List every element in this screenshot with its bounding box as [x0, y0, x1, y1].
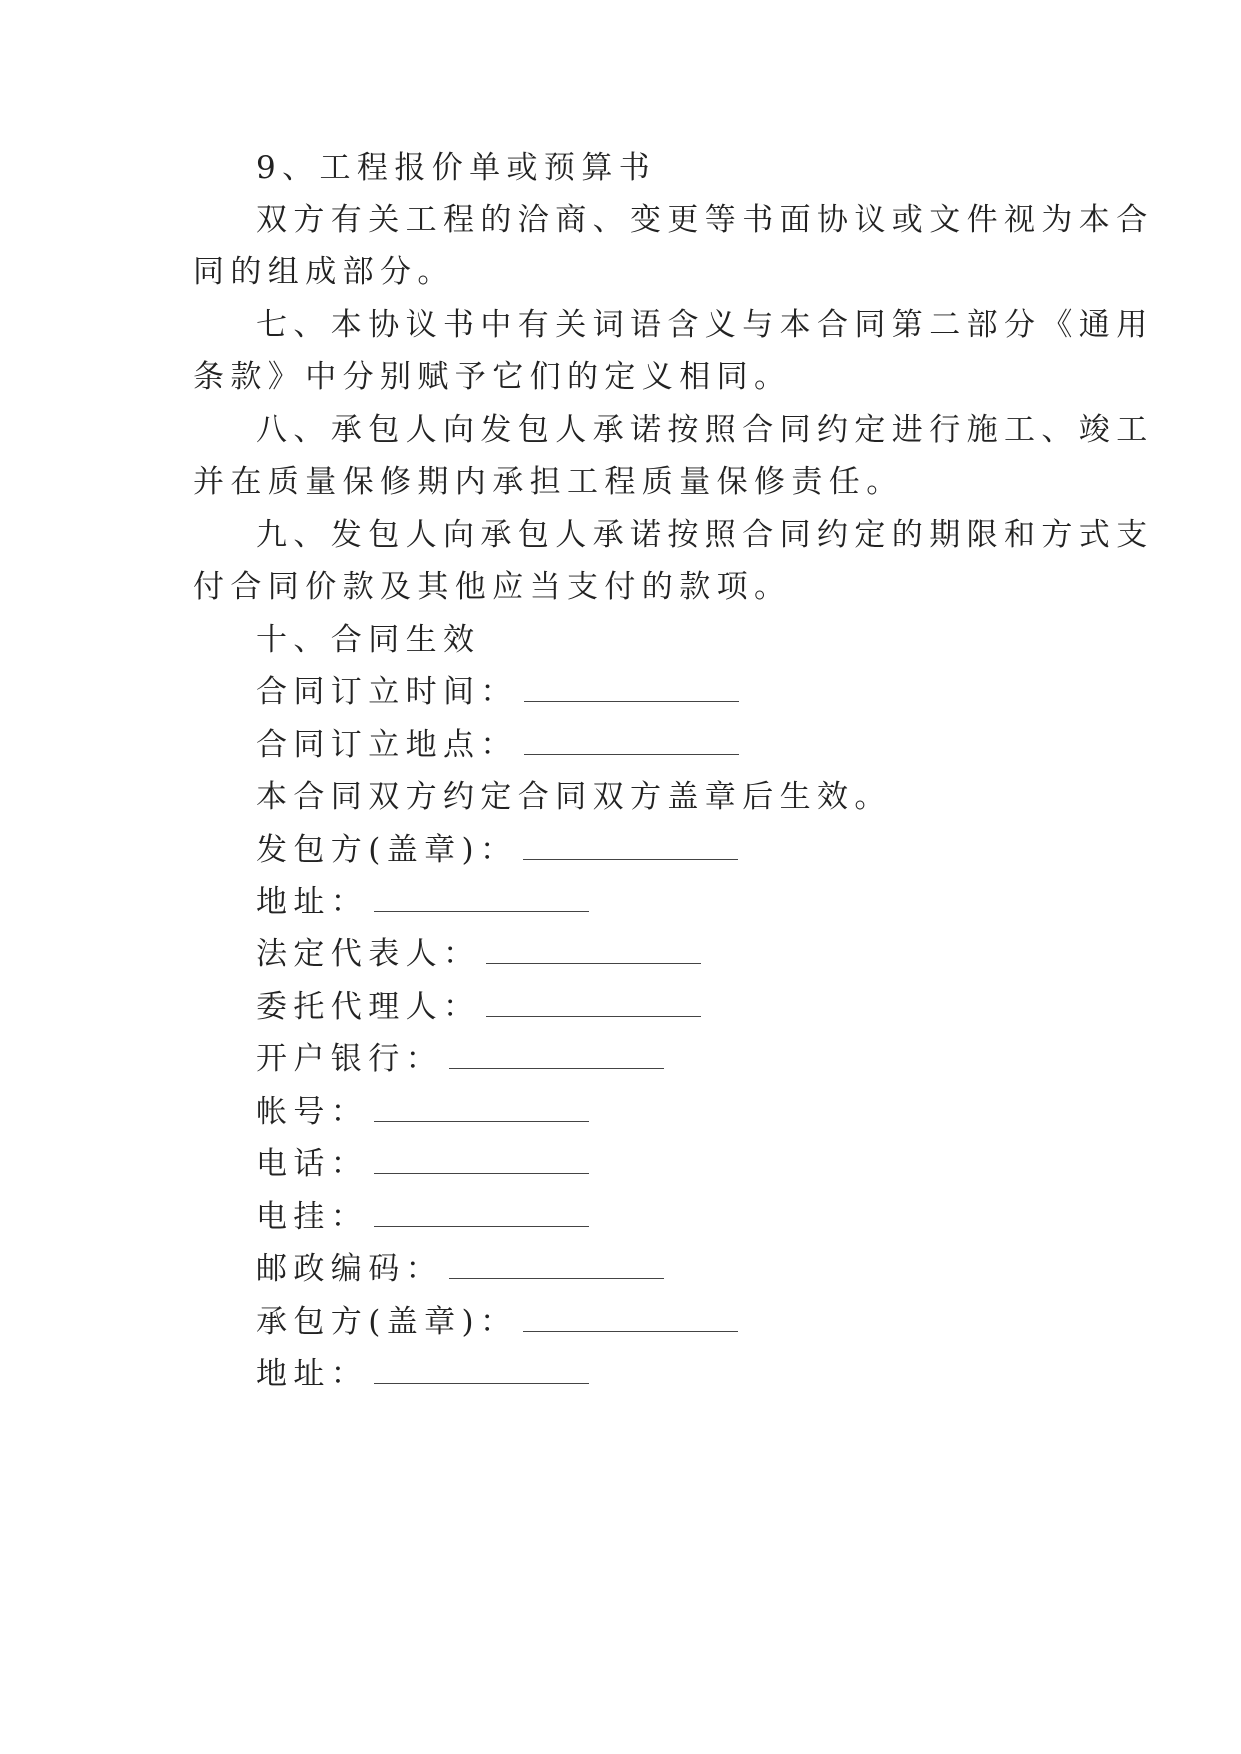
sign-time-label: 合同订立时间：: [256, 674, 518, 710]
sign-time-blank[interactable]: [524, 677, 739, 702]
clause-8-line-1: 八、承包人向发包人承诺按照合同约定进行施工、竣工: [256, 412, 1154, 448]
clause-9-quote-sheet: 9、工程报价单或预算书: [256, 150, 657, 186]
paragraph-negotiation-line-1: 双方有关工程的洽商、变更等书面协议或文件视为本合: [256, 202, 1154, 238]
employer-legal-rep-label: 法定代表人：: [256, 936, 481, 972]
employer-bank-field: [256, 1039, 664, 1079]
employer-postcode-field: [256, 1249, 664, 1289]
employer-phone-label: 电话：: [256, 1146, 369, 1182]
employer-party-label: 发包方(盖章)：: [256, 832, 518, 868]
clause-9-payment-line-1: 九、发包人向承包人承诺按照合同约定的期限和方式支: [256, 517, 1154, 553]
contractor-address-label: 地址：: [256, 1356, 369, 1392]
clause-8-line-2: 并在质量保修期内承担工程质量保修责任。: [193, 464, 904, 500]
employer-telex-label: 电挂：: [256, 1199, 369, 1235]
employer-agent-field: [256, 987, 701, 1027]
contractor-party-label: 承包方(盖章)：: [256, 1304, 518, 1340]
effectiveness-statement: 本合同双方约定合同双方盖章后生效。: [256, 779, 892, 815]
clause-10-effectiveness: 十、合同生效: [256, 622, 481, 658]
clause-9-payment-line-2: 付合同价款及其他应当支付的款项。: [193, 569, 792, 605]
employer-address-field: [256, 882, 589, 922]
sign-place-label: 合同订立地点：: [256, 727, 518, 763]
employer-phone-field: [256, 1144, 589, 1184]
employer-agent-blank[interactable]: [486, 992, 701, 1017]
clause-7-line-2: 条款》中分别赋予它们的定义相同。: [193, 359, 792, 395]
contractor-party-blank[interactable]: [523, 1307, 738, 1332]
employer-account-label: 帐号：: [256, 1094, 369, 1130]
employer-party-field: [256, 830, 738, 870]
employer-telex-blank[interactable]: [374, 1202, 589, 1227]
contractor-address-field: [256, 1354, 589, 1394]
employer-postcode-blank[interactable]: [449, 1254, 664, 1279]
paragraph-negotiation-line-2: 同的组成部分。: [193, 254, 455, 290]
employer-account-field: [256, 1092, 589, 1132]
employer-address-blank[interactable]: [374, 887, 589, 912]
sign-place-blank[interactable]: [524, 730, 739, 755]
employer-party-blank[interactable]: [523, 835, 738, 860]
employer-address-label: 地址：: [256, 884, 369, 920]
sign-time-field: [256, 672, 739, 712]
employer-legal-rep-blank[interactable]: [486, 939, 701, 964]
contractor-party-field: [256, 1302, 738, 1342]
employer-legal-rep-field: [256, 934, 701, 974]
employer-telex-field: [256, 1197, 589, 1237]
employer-agent-label: 委托代理人：: [256, 989, 481, 1025]
employer-bank-blank[interactable]: [449, 1044, 664, 1069]
contractor-address-blank[interactable]: [374, 1359, 589, 1384]
employer-account-blank[interactable]: [374, 1097, 589, 1122]
employer-postcode-label: 邮政编码：: [256, 1251, 443, 1287]
employer-bank-label: 开户银行：: [256, 1041, 443, 1077]
employer-phone-blank[interactable]: [374, 1149, 589, 1174]
clause-7-line-1: 七、本协议书中有关词语含义与本合同第二部分《通用: [256, 307, 1154, 343]
sign-place-field: [256, 725, 739, 765]
